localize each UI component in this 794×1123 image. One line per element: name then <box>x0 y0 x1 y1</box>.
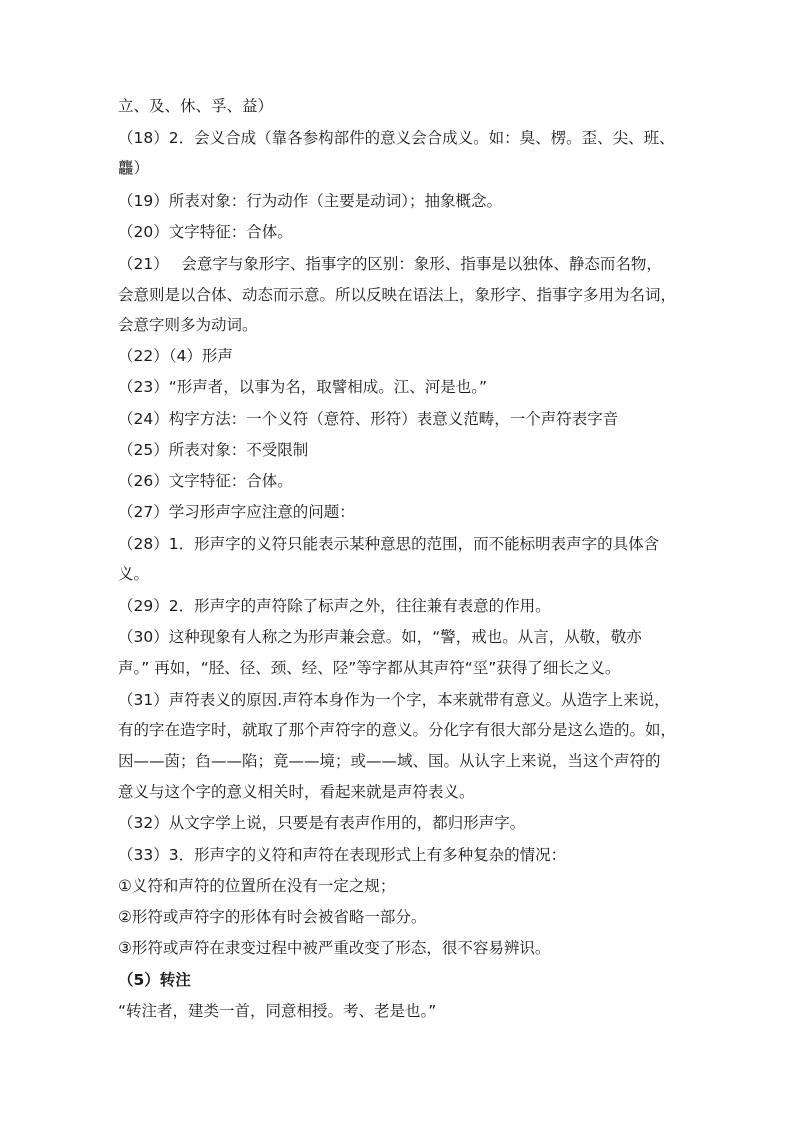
text-line: （29）2．形声字的声符除了标声之外，往往兼有表意的作用。 <box>118 597 551 615</box>
text-line: （21） 会意字与象形字、指事字的区别：象形、指事是以独体、静态而名物， <box>118 255 662 273</box>
text-line: 会意则是以合体、动态而示意。所以反映在语法上，象形字、指事字多用为名词， <box>118 286 677 304</box>
text-line: 有的字在造字时，就取了那个声符字的意义。分化字有很大部分是这么造的。如， <box>118 721 677 739</box>
text-line: （33）3．形声字的义符和声符在表现形式上有多种复杂的情况： <box>118 846 567 864</box>
section-heading: （22）（4）形声 <box>118 347 233 365</box>
section-heading: （5）转注 <box>118 971 191 989</box>
list-item: ①义符和声符的位置所在没有一定之规； <box>118 877 396 895</box>
text-line: （23）“形声者，以事为名，取譬相成。江、河是也。” <box>118 378 488 396</box>
text-line: （30）这种现象有人称之为形声兼会意。如，“警，戒也。从言，从敬，敬亦 <box>118 628 642 646</box>
list-item: ③形符或声符在隶变过程中被严重改变了形态，很不容易辨识。 <box>118 939 551 957</box>
text-line: 龘） <box>118 159 150 177</box>
text-line: （19）所表对象：行为动作（主要是动词）；抽象概念。 <box>118 192 502 210</box>
text-line: 因——茵；臽——陷；竟——境；或——域、国。从认字上来说，当这个声符的 <box>118 752 661 770</box>
text-line: （32）从文字学上说，只要是有表声作用的，都归形声字。 <box>118 814 526 832</box>
text-line: （28）1．形声字的义符只能表示某种意思的范围，而不能标明表声字的具体含 <box>118 535 660 553</box>
text-line: （18）2．会义合成（靠各参构部件的意义会合成义。如：臭、楞。歪、尖、班、 <box>118 129 675 147</box>
text-line: “转注者，建类一首，同意相授。考、老是也。” <box>118 1002 437 1020</box>
text-line: （27）学习形声字应注意的问题： <box>118 503 355 521</box>
text-line: 会意字则多为动词。 <box>118 316 258 334</box>
text-line: 声。” 再如，“胫、径、颈、经、陉”等字都从其声符“巠”获得了细长之义。 <box>118 659 621 677</box>
text-line: （31）声符表义的原因.声符本身作为一个字，本来就带有意义。从造字上来说， <box>118 691 670 709</box>
text-line: 义。 <box>118 565 150 583</box>
text-line: 意义与这个字的意义相关时，看起来就是声符表义。 <box>118 783 475 801</box>
list-item: ②形符或声符字的形体有时会被省略一部分。 <box>118 908 427 926</box>
text-line: （25）所表对象：不受限制 <box>118 441 309 459</box>
text-line: （26）文字特征：合体。 <box>118 472 293 490</box>
text-line: （24）构字方法：一个义符（意符、形符）表意义范畴，一个声符表字音 <box>118 410 619 428</box>
text-line: （20）文字特征：合体。 <box>118 223 293 241</box>
text-line: 立、及、休、孚、益） <box>118 97 274 115</box>
